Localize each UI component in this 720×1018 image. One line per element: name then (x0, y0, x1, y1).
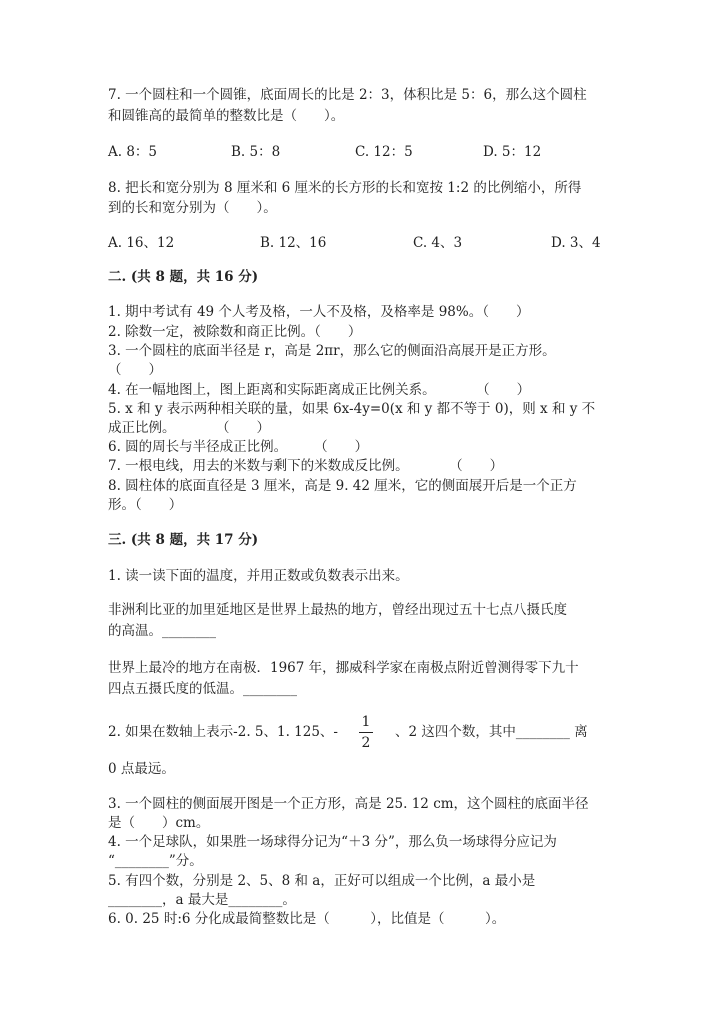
s3-q2-text-after: 、2 这四个数，其中________ 离 (395, 724, 588, 740)
q8-option-d: D. 3、4 (551, 235, 601, 251)
section2-line: （ ） (108, 362, 162, 378)
q7-option-b: B. 5：8 (231, 144, 281, 160)
fraction-denominator: 2 (361, 735, 371, 751)
q7-text-line2: 和圆锥高的最简单的整数比是（ ）。 (108, 108, 345, 124)
section3-line: 5. 有四个数，分别是 2、5、8 和 a，正好可以组成一个比例，a 最小是 (108, 873, 536, 889)
section2-line: 形。（ ） (108, 497, 183, 513)
section3-line: ________，a 最大是________。 (108, 892, 296, 908)
section2-line: 成正比例。 （ ） (108, 420, 270, 436)
section2-line: 8. 圆柱体的底面直径是 3 厘米，高是 9. 42 厘米，它的侧面展开后是一个正方 (108, 478, 577, 494)
q7-option-c: C. 12：5 (355, 144, 413, 160)
fraction-numerator: 1 (361, 714, 371, 730)
section3-title: 三. (共 8 题，共 17 分) (108, 532, 259, 548)
s3-q1-prompt: 1. 读一读下面的温度，并用正数或负数表示出来。 (108, 568, 409, 584)
s3-q2-text-before: 2. 如果在数轴上表示-2. 5、1. 125、- (108, 724, 338, 740)
s3-q2-fraction (359, 714, 373, 751)
section3-line: “________”分。 (108, 853, 203, 869)
section2-title: 二. (共 8 题，共 16 分) (108, 269, 259, 285)
section2-line: 4. 在一幅地图上，图上距离和实际距离成正比例关系。 （ ） (108, 382, 531, 398)
fraction-bar (359, 732, 373, 733)
section2-line: 2. 除数一定，被除数和商正比例。（ ） (108, 324, 362, 340)
section2-line: 3. 一个圆柱的底面半径是 r，高是 2πr，那么它的侧面沿高展开是正方形。 (108, 343, 556, 359)
q7-option-a: A. 8：5 (108, 144, 158, 160)
s3-q1-paragraph1-line1: 非洲利比亚的加里延地区是世界上最热的地方，曾经出现过五十七点八摄氏度 (108, 602, 567, 618)
s3-q1-paragraph2-line1: 世界上最冷的地方在南极．1967 年，挪威科学家在南极点附近曾测得零下九十 (108, 660, 579, 676)
s3-q1-paragraph1-line2: 的高温。________ (108, 623, 216, 639)
q8-text-line2: 到的长和宽分别为（ ）。 (108, 200, 277, 216)
q8-option-a: A. 16、12 (108, 235, 175, 251)
section3-line: 3. 一个圆柱的侧面展开图是一个正方形，高是 25. 12 cm，这个圆柱的底面半径 (108, 796, 589, 812)
q7-text-line1: 7. 一个圆柱和一个圆锥，底面周长的比是 2：3，体积比是 5：6，那么这个圆柱 (108, 87, 587, 103)
section2-line: 5. x 和 y 表示两种相关联的量，如果 6x-4y=0(x 和 y 都不等于 0)，则 x 和 y 不 (108, 401, 596, 417)
s3-q1-paragraph2-line2: 四点五摄氏度的低温。________ (108, 681, 297, 697)
q8-text-line1: 8. 把长和宽分别为 8 厘米和 6 厘米的长方形的长和宽按 1:2 的比例缩小，所得 (108, 180, 582, 196)
section2-line: 1. 期中考试有 49 个人考及格，一人不及格，及格率是 98%。（ ） (108, 304, 530, 320)
section2-line: 7. 一根电线，用去的米数与剩下的米数成反比例。 （ ） (108, 458, 504, 474)
q8-option-b: B. 12、16 (260, 235, 327, 251)
q8-option-c: C. 4、3 (413, 235, 463, 251)
s3-q2-line2: 0 点最远。 (108, 761, 175, 777)
section3-line: 4. 一个足球队，如果胜一场球得分记为“＋3 分”，那么负一场球得分应记为 (108, 834, 557, 850)
q7-option-d: D. 5：12 (483, 144, 542, 160)
section3-line: 6. 0. 25 时:6 分化成最简整数比是（ ），比值是（ ）。 (108, 911, 506, 927)
section3-line: 是（ ）cm。 (108, 815, 210, 831)
section2-line: 6. 圆的周长与半径成正比例。 （ ） (108, 439, 369, 455)
